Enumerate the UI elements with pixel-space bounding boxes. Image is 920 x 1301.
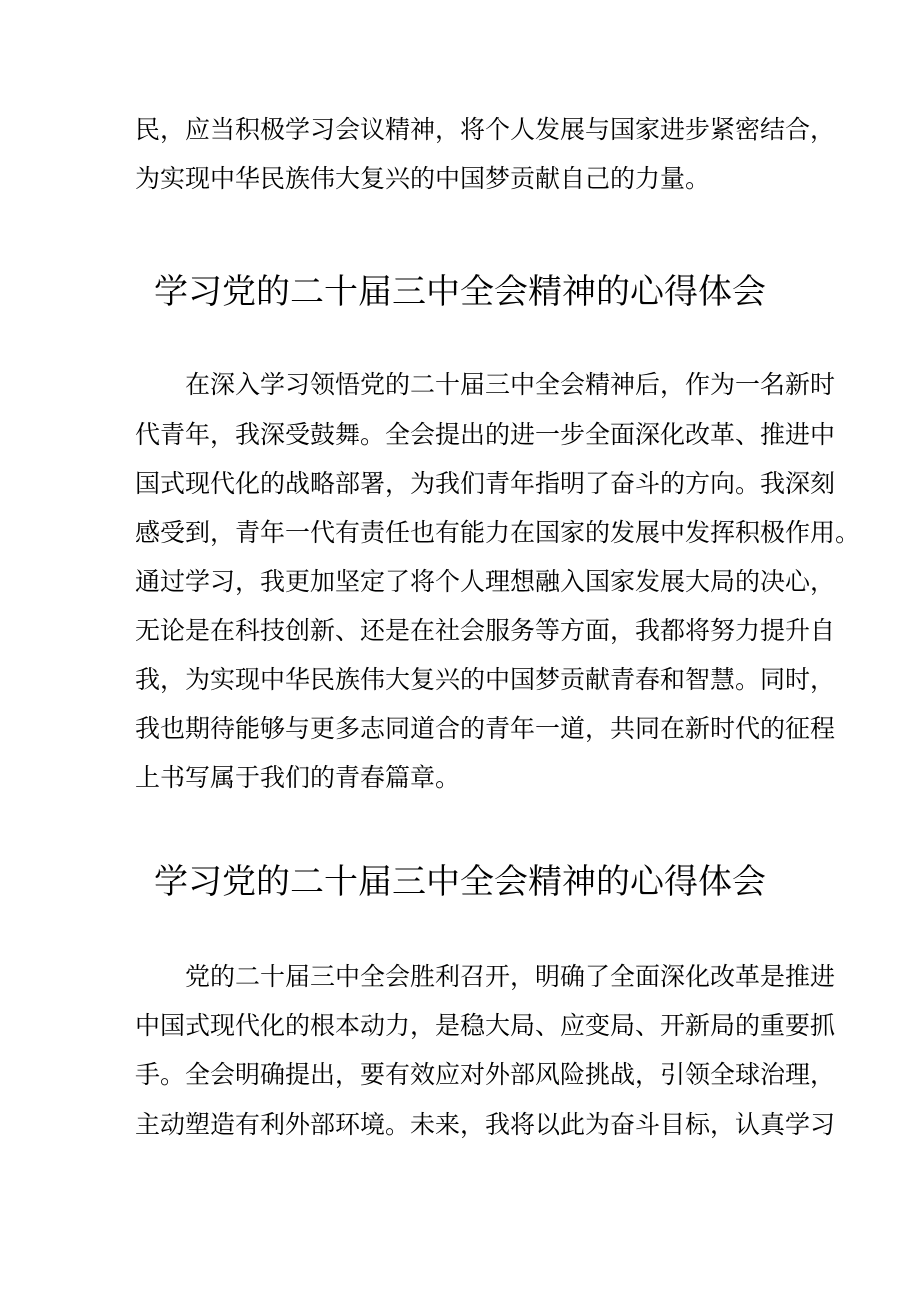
paragraph-line: 中国式现代化的根本动力，是稳大局、应变局、开新局的重要抓 <box>135 1011 836 1040</box>
paragraph-line: 代青年，我深受鼓舞。全会提出的进一步全面深化改革、推进中 <box>135 420 836 449</box>
section-heading: 学习党的二十届三中全会精神的心得体会 <box>154 862 766 902</box>
paragraph-line: 上书写属于我们的青春篇章。 <box>135 763 461 792</box>
paragraph-line: 通过学习，我更加坚定了将个人理想融入国家发展大局的决心， <box>135 567 836 596</box>
paragraph-line: 在深入学习领悟党的二十届三中全会精神后，作为一名新时 <box>185 370 836 399</box>
paragraph-line: 我，为实现中华民族伟大复兴的中国梦贡献青春和智慧。同时， <box>135 665 836 694</box>
paragraph-line: 无论是在科技创新、还是在社会服务等方面，我都将努力提升自 <box>135 616 836 645</box>
paragraph-line: 国式现代化的战略部署，为我们青年指明了奋斗的方向。我深刻 <box>135 469 836 498</box>
paragraph-line: 手。全会明确提出，要有效应对外部风险挑战，引领全球治理， <box>135 1060 836 1089</box>
paragraph-line: 主动塑造有利外部环境。未来，我将以此为奋斗目标，认真学习 <box>135 1110 836 1139</box>
paragraph-line: 感受到，青年一代有责任也有能力在国家的发展中发挥积极作用。 <box>135 518 861 547</box>
paragraph-line: 民，应当积极学习会议精神，将个人发展与国家进步紧密结合， <box>135 115 836 144</box>
section-heading: 学习党的二十届三中全会精神的心得体会 <box>154 272 766 312</box>
paragraph-line: 我也期待能够与更多志同道合的青年一道，共同在新时代的征程 <box>135 714 836 743</box>
paragraph-line: 为实现中华民族伟大复兴的中国梦贡献自己的力量。 <box>135 164 711 193</box>
paragraph-line: 党的二十届三中全会胜利召开，明确了全面深化改革是推进 <box>185 962 836 991</box>
